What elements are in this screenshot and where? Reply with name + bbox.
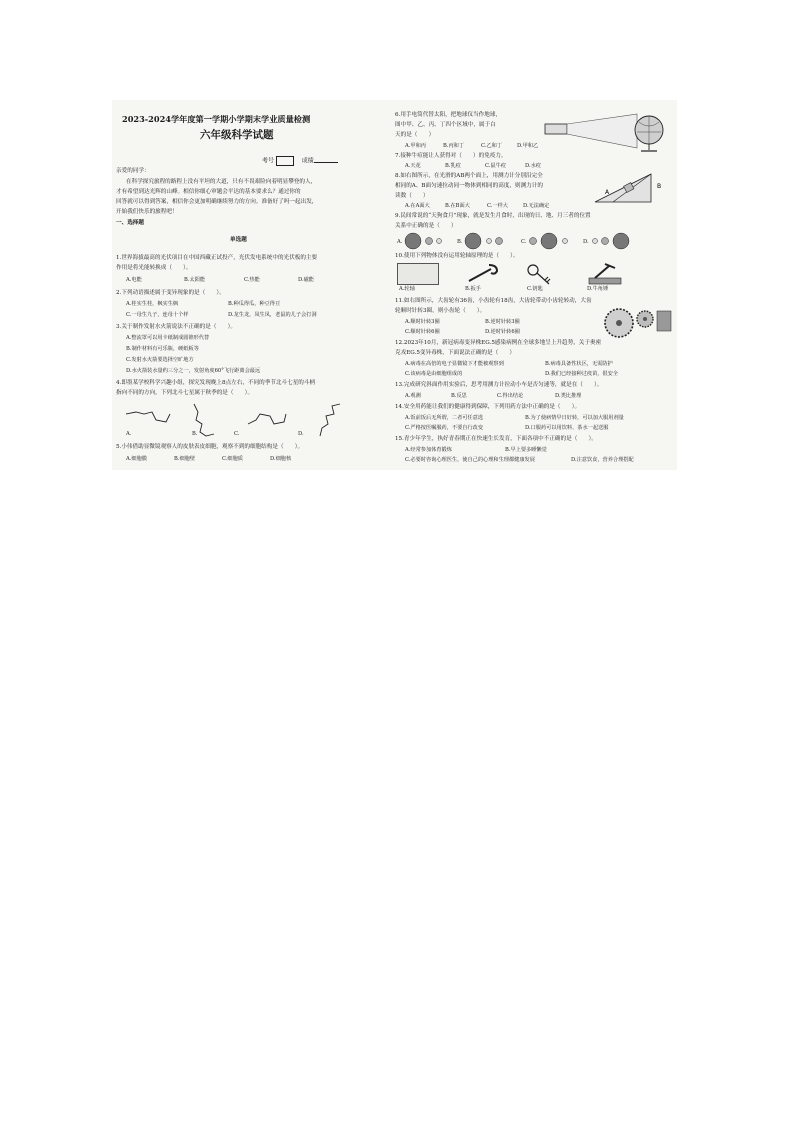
question-stem: 12.2023年10月，新冠病毒变异株EG.5感染病例在全球多地呈上升趋势，关于奥密 [395, 340, 602, 346]
exam-paper-page [112, 100, 677, 470]
option[interactable]: B.制作材料有可乐瓶，硬纸板等 [126, 346, 199, 352]
question-stem: 1.世界海拔最高的光伏项目在中国西藏正试投产，光伏发电系统中的光伏板的主要 [116, 255, 318, 261]
option[interactable]: B.细胞壁 [174, 456, 196, 462]
option[interactable]: A.细胞膜 [126, 456, 147, 462]
option[interactable]: C. [234, 431, 240, 437]
option[interactable]: D.水痘 [525, 163, 541, 169]
option[interactable]: C.必要时咨询心理医生，使自己的心理和生理都健康发展 [405, 457, 535, 463]
question-stem: 克戎EG.5变异毒株，下面说法正确的是（ ） [395, 350, 515, 356]
section-subheading: 单选题 [230, 237, 247, 243]
option[interactable]: C.一母生九子，连母十个样 [126, 312, 189, 318]
intro-line: 在科学探究旅程的路程上没有平坦的大道，只有不畏艰险向着明显攀登的人， [126, 179, 317, 185]
earth-icon [426, 238, 433, 245]
question-stem: 图中甲、乙、丙、丁四个区域中，属于白 [395, 122, 496, 128]
question-stem: 13.完成研究斜面作用实验后，思考用测力计拉动小车是否匀速等，就是在（ ）。 [395, 382, 603, 388]
option[interactable]: D.龙生龙，凤生凤，老鼠的儿子会打洞 [228, 312, 317, 318]
score-label: 成绩 [301, 157, 314, 165]
big-dipper-figures [122, 400, 362, 442]
option[interactable]: C.细胞质 [222, 456, 243, 462]
moon-icon [487, 239, 492, 244]
moon-icon [563, 239, 568, 244]
svg-text:B: B [657, 183, 662, 190]
option[interactable]: B.丙和丁 [443, 143, 465, 149]
option[interactable]: A.经常参加体育锻炼 [405, 447, 452, 453]
question-stem: 6.用手电筒代替太阳，把地球仪当作地球， [395, 112, 502, 118]
big-dipper-d-icon [320, 404, 340, 436]
question-stem: 9.民间常说的“天狗食月”现象，就是发生月食时，出现的日、地、月三者的位置 [395, 213, 591, 219]
option[interactable]: C.鼠牛痘 [485, 163, 506, 169]
question-stem: 作用是将光能转换成（ ）。 [116, 265, 192, 271]
option[interactable]: B.病毒具备性状区，无需防护 [545, 361, 613, 367]
option[interactable]: A.饭前饭后无所谓，二者可任意选 [405, 415, 484, 421]
option[interactable]: B.扳手 [465, 286, 481, 292]
option[interactable]: B.在B面大 [445, 203, 470, 209]
question-stem: 天的是（ ） [395, 132, 435, 138]
option[interactable]: C.热能 [244, 277, 260, 283]
wrench-icon [465, 263, 505, 285]
question-stem: 相同的A、B面匀速拉动同一物体到相同的高度，则测力计的 [395, 183, 543, 189]
option[interactable]: D. [298, 431, 304, 437]
section-heading: 一、选择题 [116, 220, 144, 226]
sun-icon [541, 233, 557, 249]
option[interactable]: A. [397, 239, 403, 245]
earth-icon [602, 238, 609, 245]
option[interactable]: D.类比推理 [555, 393, 582, 399]
eclipse-diagrams [403, 230, 643, 252]
option[interactable]: B.种瓜得瓜，种豆得豆 [228, 301, 281, 307]
option[interactable]: C.顺时针转6圈 [405, 329, 440, 335]
question-stem: 10.使用下列物体没有运用轮轴原理的是（ ）。 [395, 253, 519, 259]
option[interactable]: D. [583, 239, 589, 245]
moon-icon [437, 239, 442, 244]
earth-icon [530, 238, 537, 245]
question-stem: 读数（ ） [395, 193, 429, 199]
option[interactable]: D.口服药可以用饮料、茶水一起送服 [525, 425, 609, 431]
sun-icon [613, 233, 629, 249]
option[interactable]: B. [192, 431, 198, 437]
moon-icon [593, 239, 598, 244]
exam-number-box[interactable] [276, 156, 294, 166]
option[interactable]: A.病毒在高倍的电子显微镜下才能被观察到 [405, 361, 504, 367]
sun-icon [405, 233, 421, 249]
exam-subtitle: 六年级科学试题 [200, 129, 274, 141]
question-stem: 2.下列动语描述属于变异现象的是（ ）。 [116, 290, 225, 296]
gears-figure [595, 305, 675, 339]
claw-hammer-icon [585, 262, 625, 286]
option[interactable]: D.牛角锤 [587, 286, 609, 292]
option[interactable]: B.逆时针转3圈 [485, 319, 520, 325]
question-stem: 8.如右图所示，在光滑的AB两个面上，用测力计分别沿完全 [395, 173, 543, 179]
intro-line: 才有希望到达光辉的山峰。相信你细心审题会平达的基本要求么？通过你的 [116, 189, 301, 195]
option[interactable]: C.严格按医嘱服药，不要自行改变 [405, 425, 484, 431]
option[interactable]: D.我们已经接种过疫苗，很安全 [545, 371, 619, 377]
sun-icon [465, 233, 481, 249]
intro-line: 开始我们快乐的旅程吧！ [116, 209, 178, 215]
option[interactable]: A.整流罩可以用卡纸制成圆锥形代替 [126, 335, 210, 341]
earth-icon [496, 238, 503, 245]
question-stem: 关系中正确的是（ ） [395, 223, 457, 229]
big-dipper-a-icon [126, 412, 170, 422]
question-stem: 轮顺时针转3圈，则小齿轮（ ）。 [395, 308, 486, 314]
option[interactable]: C.发射水火箭要选择空旷地方 [126, 357, 194, 363]
option[interactable]: A.天花 [405, 163, 421, 169]
option[interactable]: D.无法确定 [523, 203, 550, 209]
option[interactable]: B.太阳能 [184, 277, 206, 283]
option[interactable]: A.桂实生桂，枫实生枫 [126, 301, 179, 307]
option[interactable]: B.乳痘 [445, 163, 461, 169]
option[interactable]: D.细胞核 [270, 456, 292, 462]
key-icon [525, 262, 555, 286]
option[interactable]: D.磁能 [298, 277, 314, 283]
option[interactable]: B.为了使病情早日好转，可以加大服用剂量 [525, 415, 624, 421]
steering-wheel-picture [397, 263, 439, 285]
intro-line: 回答就可以得到答案，相信你会更加明确继续努力的方向。准备好了吗一起出发， [116, 199, 318, 205]
question-stem: 5.小伟借助显微镜观察人的皮肤表皮细胞，观察不到的细胞结构是（ ）。 [116, 444, 304, 450]
option[interactable]: B.反思 [451, 393, 467, 399]
incline-figure [591, 166, 673, 206]
option[interactable]: C.得出结论 [497, 393, 524, 399]
flashlight-icon [545, 124, 567, 134]
option[interactable]: A.顺时针转3圈 [405, 319, 440, 325]
option[interactable]: A.观测 [405, 393, 421, 399]
option[interactable]: D.水火箭装水量约三分之一，发射角度60°飞行距离会最远 [126, 368, 261, 374]
option[interactable]: C.乙和丁 [481, 143, 502, 149]
question-stem: 15.青少年学生，执好青春期正在快速生长发育，下面各项中不正确的是（ ）。 [395, 436, 597, 442]
option[interactable]: A.在A面大 [405, 203, 430, 209]
exam-title: 2023-2024学年度第一学期小学期末学业质量检测 [122, 114, 311, 124]
question-stem: 11.如右图所示，大齿轮有36齿，小齿轮有18齿，大齿轮带动小齿轮转动，大齿 [395, 298, 592, 304]
exam-number-label: 考号 [262, 157, 275, 165]
score-blank[interactable] [314, 162, 338, 163]
question-stem: 4.即墨某学校科学兴趣小组，探究发现晚上8点左右，不同的季节北斗七星的斗柄 [116, 380, 316, 386]
question-stem: 7.接种牛痘能让人获得对（ ）的免疫力。 [395, 153, 507, 159]
intro-greeting: 亲爱的同学： [116, 168, 150, 174]
exam-number-row [262, 156, 338, 166]
option[interactable]: D.注意饮食，营养合理搭配 [571, 457, 634, 463]
big-dipper-c-icon [248, 414, 286, 424]
option[interactable]: A. [126, 431, 132, 437]
question-stem: 3.关于制作发射水火箭说法不正确的是（ ）。 [116, 324, 237, 330]
svg-text:A: A [605, 189, 610, 196]
question-stem: 指向不同的方向，下列北斗七星属于秋季的是（ ）。 [116, 390, 254, 396]
option[interactable]: C. [521, 239, 527, 245]
globe-flashlight-figure [541, 110, 673, 154]
option[interactable]: B.早上要多睡懒觉 [505, 447, 547, 453]
option[interactable]: D.逆时针转6圈 [485, 329, 520, 335]
option[interactable]: A.电能 [126, 277, 142, 283]
option[interactable]: C.一样大 [487, 203, 508, 209]
option[interactable]: B. [457, 239, 463, 245]
question-stem: 14.安全用药能让我们的健康得到保障，下列用药方法中正确的是（ ）。 [395, 404, 581, 410]
option[interactable]: C.该病毒是由细胞组成的 [405, 371, 463, 377]
option[interactable]: C.钥匙 [527, 286, 543, 292]
option[interactable]: A.轮轴 [399, 286, 415, 292]
option[interactable]: A.甲和丙 [405, 143, 426, 149]
option[interactable]: D.甲和乙 [517, 143, 539, 149]
